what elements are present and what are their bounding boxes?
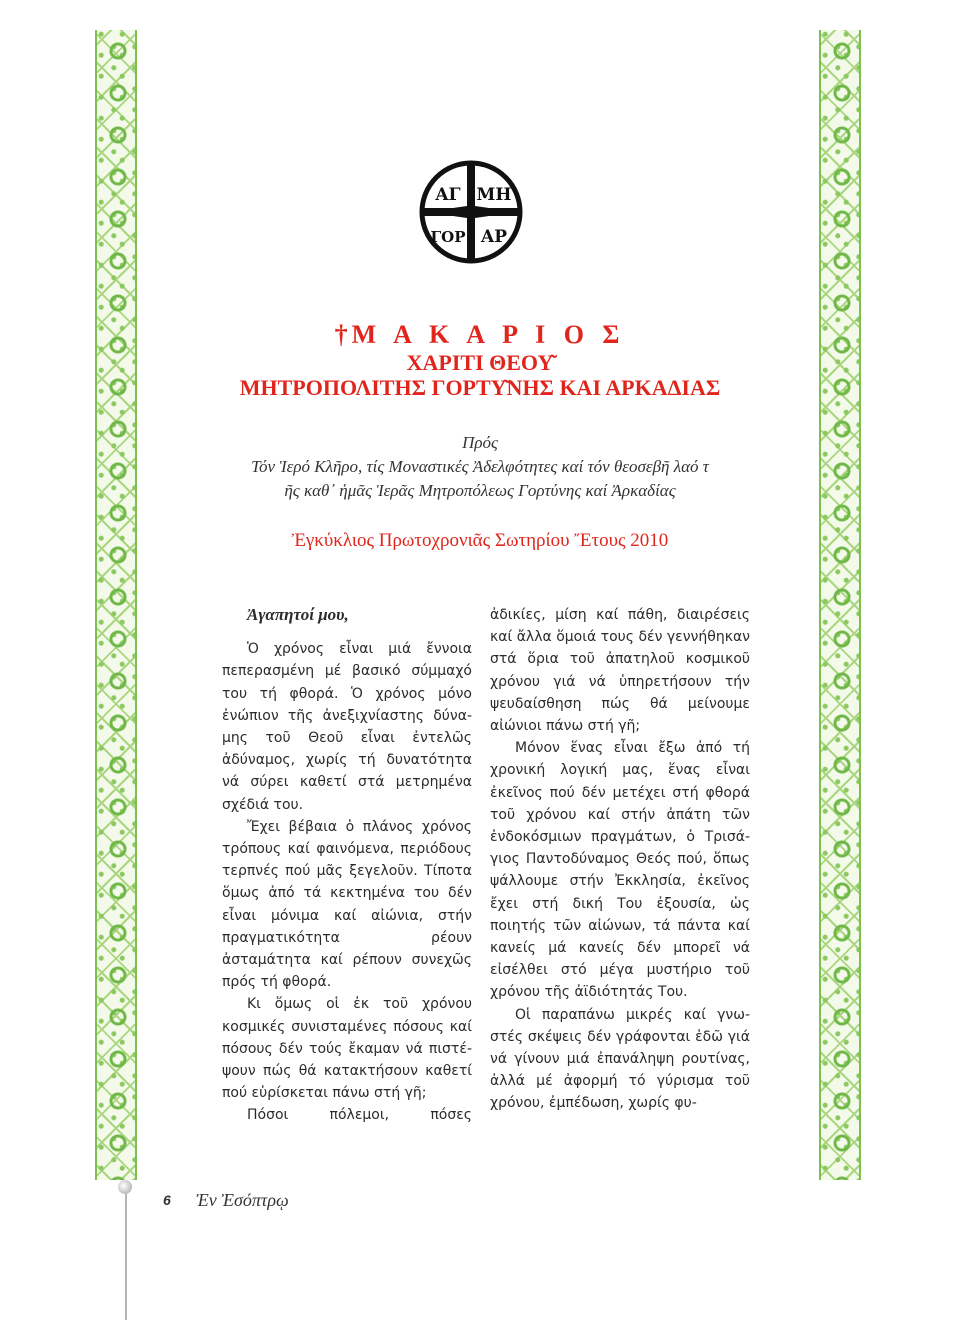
decorative-border-left [95,30,137,1180]
encyclical-title: Ἐγκύκλιος Πρωτοχρονιᾶς Σωτηρίου Ἔτους 2010 [291,530,669,551]
decorative-border-right [819,30,861,1180]
paragraph: Κι ὅμως οἱ ἐκ τοῦ χρόνου κοσμικές συνισταμένες πόσους καί πόσους δέν τούς ἔκαμαν νά πιστέψουν πώς θά κατακτήσουν καθετί πού εὑρίσκεται πάνω στή γῆ; [222,996,472,1102]
magazine-title: Ἐν Ἐσόπτρῳ [196,1190,289,1210]
addressee-line-1: Πρός [462,433,498,452]
paragraph: Ἔχει βέβαια ὁ πλάνος χρόνος τρόπους καί φαινόμενα, περιόδους τερπνές πού μᾶς ξεγελοῦν. Τίποτα ὅμως ἀπό τά κεκτημένα του δέν εἶναι μόνιμα καί αἰώνια, στήν πραγματικότητα ρέουν ἀσταμάτητα καί ρέπουν συνεχῶς πρός τή φθορά. [222,818,472,991]
paragraph: Μόνον ἕνας εἶναι ἔξω ἀπό τή χρονική λογική μας, ἕνας εἶναι ἐκεῖνος πού δέν μετέχει στή φθορά τοῦ χρόνου καί στήν ἀπάτη τῶν ἐνδοκόσμιων πραγμάτων, ὁ Τρισάγιος Παντοδύναμος Θεός πού, ὅπως ψάλλουμε στήν Ἐκκλησία, ἐκεῖνος ἔχει στή δική Του ἐξουσία, ὡς ποιητής τῶν αἰώνων, τά πάντα καί κανείς μά κανείς δέν μπορεῖ νά εἰσέλθει στό μέγα μυστήριο τοῦ χρόνου τῆς ἀϊδιότητάς Του. [490,740,750,1001]
metropolitan-title-heading: ΜΗΤΡΟΠΟΛΙΤΗΣ ΓΟΡΤΥ͂ΝΗΣ ΚΑΙ ΑΡΚΑΔΙΑΣ [239,375,721,400]
seal-monogram-top-right: ΜΗ [476,185,512,205]
footer-divider [125,1190,127,1320]
page-number: 6 [163,1192,171,1208]
cross-icon: † [334,320,348,349]
paragraph: Ὁ χρόνος εἶναι μιά ἔννοια πεπερασμένη μέ βασικό σύμμαχό του τή φθορά. Ὁ χρόνος μόνο ἐνώπιον τῆς ἀνεξιχνίαστης δύναμης τοῦ Θεοῦ εἶναι ἐντελῶς ἀδύναμος, χωρίς τή δυνατότητα νά σύρει καθετί στά μετρημένα σχέδιά του. [222,641,472,813]
chariti-theou-heading: ΧΑΡΙΤΙ ΘΕΟΥ͂ [406,350,554,375]
addressee-line-2: Τόν Ἱερό Κλῆρο, τίς Μοναστικές Ἀδελφότητες καί τόν θεοσεβῆ λαό τ [251,457,709,476]
makarios-heading [160,320,800,350]
metropolis-seal-icon [417,158,525,266]
greeting: Ἀγαπητοί μου, [247,605,349,624]
seal-monogram-bottom-right: ΑΡ [481,227,507,247]
seal-monogram-top-left: ΑΓ [435,185,461,205]
footer-bullet-icon [118,1180,132,1194]
addressee-line-3: ῆς καθ᾽ ἡμᾶς Ἱερᾶς Μητροπόλεως Γορτύνης καί Ἀρκαδίας [284,481,676,500]
body-column-left [222,604,472,1127]
paragraph: ἀδικίες, μίση καί πάθη, διαιρέσεις καί ἄλλα ὅμοιά τους δέν γεννήθηκαν στά ὅρια τοῦ ἀπατηλοῦ κοσμικοῦ χρόνου γιά νά ὑπηρετήσουν τήν ψευδαίσθηση πώς θά μείνουμε αἰώνιοι πάνω στή γῆ; [490,607,750,735]
paragraph: Πόσοι πόλεμοι, πόσες [247,1107,472,1124]
seal-monogram-bottom-left: ΓΟΡ [430,228,466,246]
makarios-text: Μ Α Κ Α Ρ Ι Ο Σ [351,320,626,349]
body-column-right [490,604,750,1115]
paragraph: Οἱ παραπάνω μικρές καί γνωστές σκέψεις δέν γράφονται ἐδῶ γιά νά γίνουν μιά ἐπανάληψη ρουτίνας, ἀλλά μέ ἀφορμή τό γύρισμα τοῦ χρόνου, ἐμπέδωση, χωρίς φυ- [490,1006,750,1112]
